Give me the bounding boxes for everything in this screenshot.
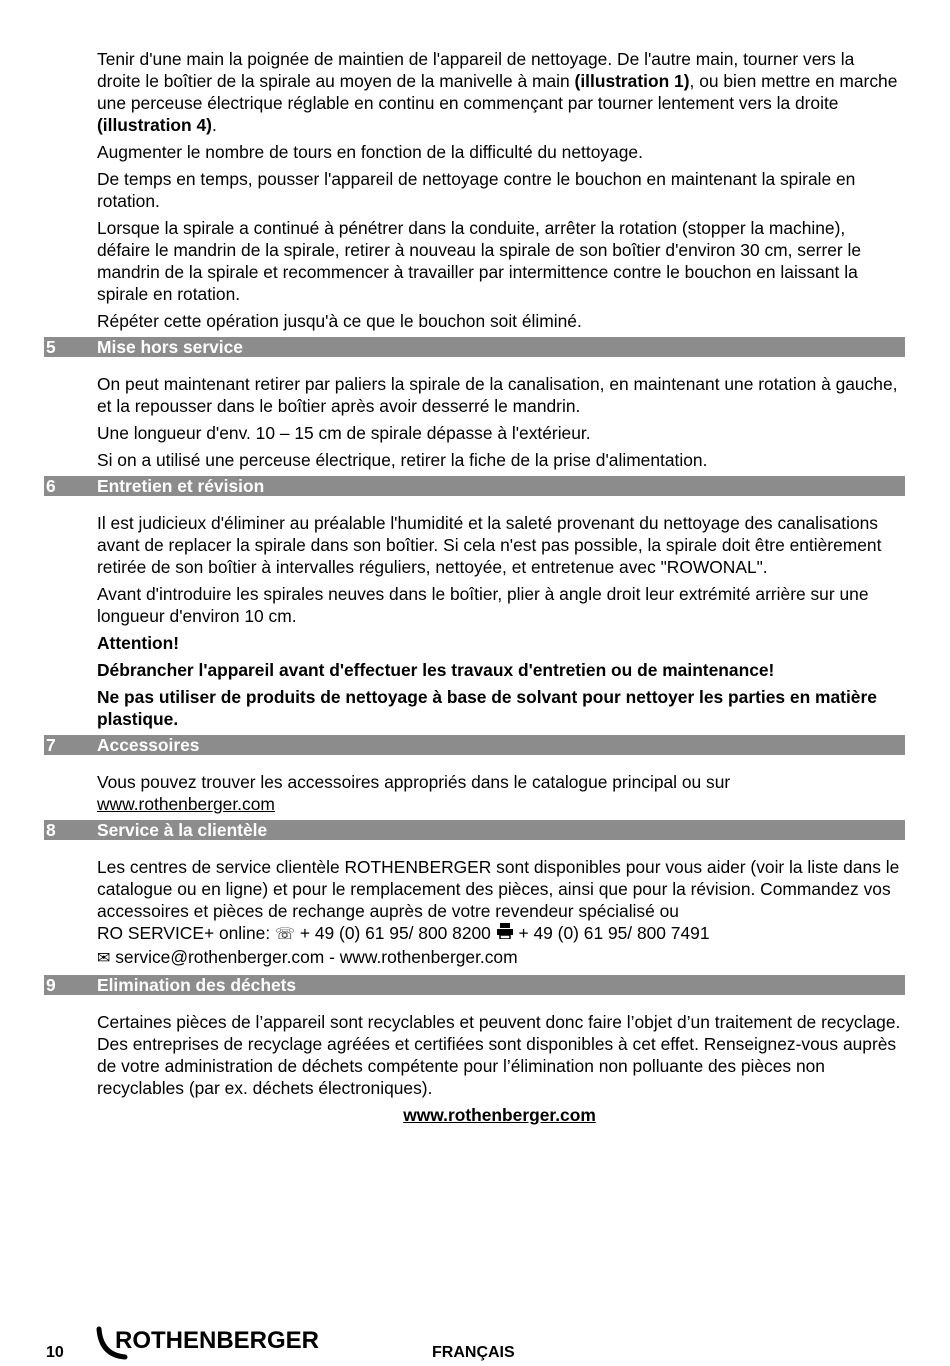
illustration-ref: (illustration 1)	[574, 71, 690, 91]
section-header-5	[44, 337, 905, 357]
section-title: Service à la clientèle	[97, 820, 268, 840]
section-title: Mise hors service	[97, 337, 243, 357]
email-line[interactable]: service@rothenberger.com - www.rothenberger.com	[110, 947, 518, 967]
section-number: 6	[46, 476, 56, 496]
svg-text:ROTHENBERGER: ROTHENBERGER	[115, 1327, 320, 1354]
warning-text: Débrancher l'appareil avant d'effectuer les travaux d'entretien ou de maintenance!	[97, 660, 775, 680]
paragraph: Une longueur d'env. 10 – 15 cm de spirale dépasse à l'extérieur.	[97, 423, 591, 443]
page-number: 10	[46, 1344, 64, 1361]
text: , ou bien mettre en marche une perceuse électrique réglable en continu en commençant par tourner lentement vers la droite	[97, 71, 898, 113]
text: Tenir d'une main la poignée de maintien de l'appareil de nettoyage. De l'autre main, tourner vers la droite le boîtier de la spirale au moyen de la manivelle à main	[97, 49, 855, 91]
intro-paragraph-5: Répéter cette opération jusqu'à ce que le bouchon soit éliminé.	[97, 311, 582, 331]
text: Vous pouvez trouver les accessoires appropriés dans le catalogue principal ou sur	[97, 772, 731, 792]
section-9-body	[97, 1011, 902, 1126]
phone-number: + 49 (0) 61 95/ 800 8200	[295, 923, 496, 943]
paragraph: Il est judicieux d'éliminer au préalable l'humidité et la saleté provenant du nettoyage des canalisations avant de replacer la spirale dans son boîtier. Si cela n'est pas possible, la spirale doit être entièrement retirée de son boîtier à intervalles réguliers, nettoyée, et entretenue avec "ROWONAL".	[97, 513, 882, 577]
section-8-body	[97, 856, 902, 970]
envelope-icon: ✉	[97, 950, 111, 967]
fax-number: + 49 (0) 61 95/ 800 7491	[513, 923, 710, 943]
section-number: 9	[46, 975, 56, 995]
section-5-body	[97, 373, 902, 471]
section-7-body	[97, 771, 902, 815]
section-header-7	[44, 735, 905, 755]
section-title: Accessoires	[97, 735, 200, 755]
paragraph: On peut maintenant retirer par paliers la spirale de la canalisation, en maintenant une rotation à gauche, et la repousser dans le boîtier après avoir desserré le mandrin.	[97, 374, 898, 416]
intro-paragraph-4: Lorsque la spirale a continué à pénétrer dans la conduite, arrêter la rotation (stopper la machine), défaire le mandrin de la spirale, retirer à nouveau la spirale de son boîtier d'environ 30 cm, serrer le mandrin de la spirale et recommencer à travailler par intermittence contre le bouchon en laissant la spirale en rotation.	[97, 218, 862, 304]
brand-logo	[95, 1325, 350, 1361]
intro-paragraph-2: Augmenter le nombre de tours en fonction de la difficulté du nettoyage.	[97, 142, 643, 162]
paragraph	[97, 771, 902, 815]
intro-paragraph-1	[97, 48, 902, 136]
text: .	[211, 115, 217, 135]
section-header-8	[44, 820, 905, 840]
website-link[interactable]: www.rothenberger.com	[97, 794, 275, 814]
paragraph	[97, 856, 902, 970]
section-number: 8	[46, 820, 56, 840]
illustration-ref: (illustration 4)	[97, 115, 212, 135]
fax-icon	[496, 923, 514, 946]
paragraph: Si on a utilisé une perceuse électrique, retirer la fiche de la prise d'alimentation.	[97, 450, 708, 470]
text: Les centres de service clientèle ROTHENBERGER sont disponibles pour vous aider (voir la liste dans le catalogue ou en ligne) et pour le remplacement des pièces, ainsi que pour la révision. Commandez vos accessoires et pièces de rechange auprès de votre revendeur spécialisé ou	[97, 857, 900, 921]
section-title: Entretien et révision	[97, 476, 265, 496]
section-6-body	[97, 512, 902, 730]
warning-heading: Attention!	[97, 633, 180, 653]
page-footer	[0, 1320, 950, 1365]
section-title: Elimination des déchets	[97, 975, 297, 995]
page-content	[0, 48, 950, 1131]
section-header-9	[44, 975, 905, 995]
online-label: RO SERVICE+ online:	[97, 923, 276, 943]
language-label: FRANÇAIS	[432, 1344, 515, 1361]
paragraph: Avant d'introduire les spirales neuves dans le boîtier, plier à angle droit leur extrémité arrière sur une longueur d'environ 10 cm.	[97, 584, 869, 626]
warning-text: Ne pas utiliser de produits de nettoyage à base de solvant pour nettoyer les parties en matière plastique.	[97, 687, 877, 729]
paragraph: Certaines pièces de l’appareil sont recyclables et peuvent donc faire l’objet d’un traitement de recyclage. Des entreprises de recyclage agréées et certifiées sont disponibles à cet effet. Renseignez-vous auprès de votre administration de déchets compétente pour l’élimination non polluante des pièces non recyclables (par ex. déchets électroniques).	[97, 1012, 901, 1098]
section-header-6	[44, 476, 905, 496]
intro-block	[97, 48, 902, 332]
intro-paragraph-3: De temps en temps, pousser l'appareil de nettoyage contre le bouchon en maintenant la spirale en rotation.	[97, 169, 856, 211]
website-link[interactable]: www.rothenberger.com	[403, 1105, 596, 1125]
section-number: 7	[46, 735, 56, 755]
phone-icon: ☏	[275, 926, 296, 943]
section-number: 5	[46, 337, 56, 357]
